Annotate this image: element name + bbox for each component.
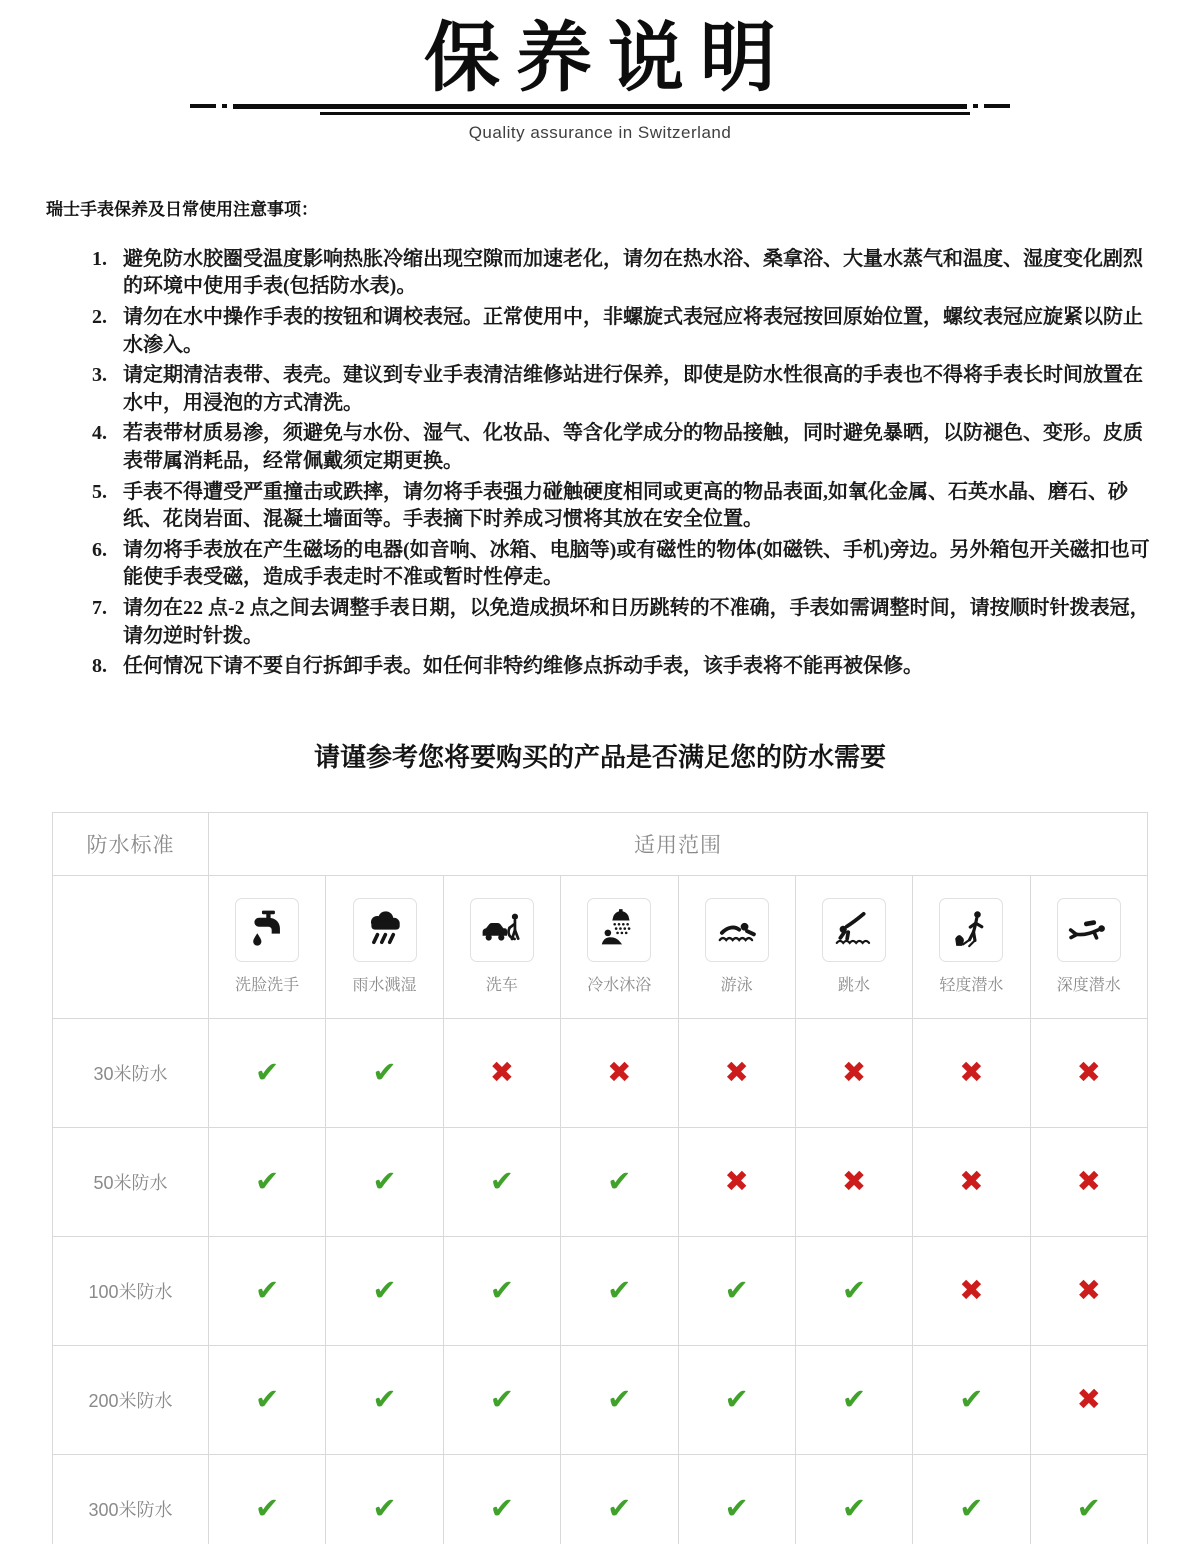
mark-cell bbox=[1030, 1236, 1147, 1345]
shower-icon bbox=[596, 907, 642, 953]
table-header-row bbox=[53, 812, 1148, 875]
notes-section bbox=[46, 195, 1154, 681]
mark-cell bbox=[209, 1454, 326, 1544]
table-intro-heading: 请谨参考您将要购买的产品是否满足您的防水需要 bbox=[313, 742, 886, 772]
mark: ✔ bbox=[489, 1382, 515, 1417]
mark-cell bbox=[209, 1236, 326, 1345]
mark-cell bbox=[795, 1454, 912, 1544]
diving-icon bbox=[822, 898, 886, 962]
mark-cell bbox=[913, 1454, 1030, 1544]
mark-cell bbox=[561, 1345, 678, 1454]
row-label: 50米防水 bbox=[53, 1127, 209, 1236]
note-item: 手表不得遭受严重撞击或跌摔，请勿将手表强力碰触硬度相同或更高的物品表面,如氧化金属、石英水晶、磨石、砂纸、花岗岩面、混凝土墙面等。手表摘下时养成习惯将其放在安全位置。 bbox=[123, 480, 1128, 531]
note-item: 若表带材质易渗，须避免与水份、湿气、化妆品、等含化学成分的物品接触，同时避免暴晒，以防褪色、变形。皮质表带属消耗品，经常佩戴须定期更换。 bbox=[123, 422, 1143, 472]
column-header-standard: 防水标准 bbox=[53, 812, 209, 875]
mark-cell bbox=[678, 1236, 795, 1345]
title-divider bbox=[190, 104, 1010, 115]
mark: ✔ bbox=[372, 1164, 397, 1199]
mark-cell bbox=[678, 1345, 795, 1454]
mark: ✔ bbox=[607, 1491, 632, 1526]
usage-label: 洗车 bbox=[485, 977, 518, 995]
mark: ✔ bbox=[841, 1491, 867, 1526]
mark: ✔ bbox=[489, 1164, 515, 1199]
table-row-50m bbox=[53, 1127, 1148, 1236]
rain-cloud-icon bbox=[353, 898, 417, 962]
mark: ✖ bbox=[841, 1164, 867, 1199]
usage-column-carwash bbox=[443, 875, 560, 1018]
mark-cell bbox=[795, 1345, 912, 1454]
faucet-icon bbox=[235, 898, 299, 962]
notes-heading: 瑞士手表保养及日常使用注意事项： bbox=[46, 199, 318, 219]
usage-column-shower bbox=[561, 875, 678, 1018]
table-row-200m bbox=[53, 1345, 1148, 1454]
divider-dash bbox=[984, 104, 1010, 108]
mark: ✔ bbox=[372, 1491, 397, 1526]
page-title: 保养说明 bbox=[424, 17, 792, 101]
mark: ✖ bbox=[1076, 1382, 1101, 1417]
table-row-100m bbox=[53, 1236, 1148, 1345]
usage-label: 雨水溅湿 bbox=[352, 977, 417, 995]
mark: ✔ bbox=[372, 1273, 397, 1308]
snorkel-diver-icon bbox=[939, 898, 1003, 962]
usage-label: 跳水 bbox=[838, 977, 871, 995]
diving-icon bbox=[831, 907, 877, 953]
rain-cloud-icon bbox=[362, 907, 408, 953]
divider-dot bbox=[222, 104, 227, 108]
car-wash-icon bbox=[470, 898, 534, 962]
usage-label: 冷水沐浴 bbox=[587, 977, 652, 995]
mark: ✔ bbox=[489, 1491, 515, 1526]
mark-cell bbox=[443, 1018, 560, 1127]
mark: ✔ bbox=[255, 1491, 280, 1526]
empty-cell bbox=[53, 875, 209, 1018]
mark-cell bbox=[326, 1345, 443, 1454]
mark-cell bbox=[443, 1236, 560, 1345]
divider-line bbox=[190, 104, 1010, 109]
mark-cell bbox=[443, 1345, 560, 1454]
row-label: 100米防水 bbox=[53, 1236, 209, 1345]
shower-icon bbox=[587, 898, 651, 962]
usage-label: 洗脸洗手 bbox=[235, 977, 300, 995]
water-resistance-table bbox=[52, 812, 1148, 1544]
snorkel-diver-icon bbox=[948, 907, 994, 953]
mark-cell bbox=[678, 1127, 795, 1236]
row-label: 30米防水 bbox=[53, 1018, 209, 1127]
mark-cell bbox=[1030, 1345, 1147, 1454]
mark: ✔ bbox=[724, 1491, 749, 1526]
mark-cell bbox=[913, 1345, 1030, 1454]
mark: ✖ bbox=[959, 1055, 984, 1090]
mark: ✔ bbox=[1076, 1491, 1101, 1526]
mark: ✔ bbox=[959, 1382, 984, 1417]
usage-column-light-diving bbox=[913, 875, 1030, 1018]
usage-icon-row bbox=[53, 875, 1148, 1018]
mark: ✔ bbox=[372, 1382, 397, 1417]
mark: ✔ bbox=[607, 1382, 632, 1417]
mark: ✔ bbox=[607, 1273, 632, 1308]
mark: ✖ bbox=[959, 1164, 984, 1199]
swimmer-icon bbox=[714, 907, 760, 953]
usage-label: 深度潜水 bbox=[1056, 977, 1121, 995]
mark-cell bbox=[326, 1236, 443, 1345]
scuba-diver-icon bbox=[1057, 898, 1121, 962]
divider-bar bbox=[233, 104, 967, 109]
mark-cell bbox=[1030, 1127, 1147, 1236]
mark: ✔ bbox=[255, 1055, 280, 1090]
usage-column-swim bbox=[678, 875, 795, 1018]
column-header-scope: 适用范围 bbox=[209, 812, 1148, 875]
mark: ✔ bbox=[841, 1382, 867, 1417]
faucet-icon bbox=[244, 907, 290, 953]
note-item: 请定期清洁表带、表壳。建议到专业手表清洁维修站进行保养，即使是防水性很高的手表也不得将手表长时间放置在水中，用浸泡的方式清洗。 bbox=[123, 364, 1143, 414]
mark-cell bbox=[443, 1454, 560, 1544]
mark-cell bbox=[795, 1127, 912, 1236]
divider-dot bbox=[973, 104, 978, 108]
mark-cell bbox=[795, 1018, 912, 1127]
mark: ✔ bbox=[959, 1491, 984, 1526]
note-item: 请勿在水中操作手表的按钮和调校表冠。正常使用中，非螺旋式表冠应将表冠按回原始位置，螺纹表冠应旋紧以防止水渗入。 bbox=[123, 305, 1143, 356]
mark: ✔ bbox=[372, 1055, 397, 1090]
mark-cell bbox=[1030, 1018, 1147, 1127]
usage-column-deep-diving bbox=[1030, 875, 1147, 1018]
mark-cell bbox=[209, 1345, 326, 1454]
subtitle: Quality assurance in Switzerland bbox=[468, 122, 732, 142]
mark: ✖ bbox=[1076, 1273, 1101, 1308]
mark-cell bbox=[326, 1127, 443, 1236]
mark: ✖ bbox=[841, 1055, 867, 1090]
mark-cell bbox=[209, 1127, 326, 1236]
usage-column-dive bbox=[795, 875, 912, 1018]
mark: ✖ bbox=[489, 1055, 515, 1090]
mark-cell bbox=[913, 1127, 1030, 1236]
mark: ✔ bbox=[724, 1273, 749, 1308]
mark-cell bbox=[678, 1018, 795, 1127]
mark: ✔ bbox=[255, 1382, 280, 1417]
mark: ✔ bbox=[841, 1273, 867, 1308]
table-row-300m bbox=[53, 1454, 1148, 1544]
mark-cell bbox=[561, 1127, 678, 1236]
mark: ✖ bbox=[959, 1273, 984, 1308]
note-item: 任何情况下请不要自行拆卸手表。如任何非特约维修点拆动手表，该手表将不能再被保修。 bbox=[123, 655, 923, 678]
note-item: 请勿在22 点-2 点之间去调整手表日期，以免造成损坏和日历跳转的不准确，手表如需调整时间，请按顺时针拨表冠，请勿逆时针拨。 bbox=[123, 596, 1150, 647]
mark-cell bbox=[561, 1454, 678, 1544]
mark-cell bbox=[1030, 1454, 1147, 1544]
usage-label: 轻度潜水 bbox=[939, 977, 1004, 995]
scuba-diver-icon bbox=[1066, 907, 1112, 953]
mark: ✖ bbox=[1076, 1055, 1101, 1090]
table-row-30m bbox=[53, 1018, 1148, 1127]
mark: ✔ bbox=[489, 1273, 515, 1308]
mark-cell bbox=[443, 1127, 560, 1236]
mark-cell bbox=[326, 1454, 443, 1544]
mark-cell bbox=[209, 1018, 326, 1127]
mark: ✔ bbox=[255, 1164, 280, 1199]
mark-cell bbox=[795, 1236, 912, 1345]
swimmer-icon bbox=[705, 898, 769, 962]
usage-column-wash bbox=[209, 875, 326, 1018]
mark-cell bbox=[678, 1454, 795, 1544]
row-label: 200米防水 bbox=[53, 1345, 209, 1454]
car-wash-icon bbox=[479, 907, 525, 953]
mark-cell bbox=[561, 1018, 678, 1127]
notes-list bbox=[46, 246, 1154, 681]
mark: ✔ bbox=[255, 1273, 280, 1308]
divider-subline bbox=[320, 112, 970, 115]
mark-cell bbox=[561, 1236, 678, 1345]
mark: ✔ bbox=[724, 1382, 749, 1417]
note-item: 避免防水胶圈受温度影响热胀冷缩出现空隙而加速老化，请勿在热水浴、桑拿浴、大量水蒸气和温度、湿度变化剧烈的环境中使用手表(包括防水表)。 bbox=[123, 247, 1143, 298]
mark-cell bbox=[326, 1018, 443, 1127]
usage-column-rain bbox=[326, 875, 443, 1018]
note-item: 请勿将手表放在产生磁场的电器(如音响、冰箱、电脑等)或有磁性的物体(如磁铁、手机)旁边。另外箱包开关磁扣也可能使手表受磁，造成手表走时不准或暂时性停走。 bbox=[123, 538, 1150, 589]
mark: ✖ bbox=[607, 1055, 632, 1090]
mark: ✖ bbox=[1076, 1164, 1101, 1199]
mark: ✖ bbox=[724, 1164, 749, 1199]
divider-dash bbox=[190, 104, 216, 108]
mark: ✔ bbox=[607, 1164, 632, 1199]
usage-label: 游泳 bbox=[720, 977, 753, 995]
mark: ✖ bbox=[724, 1055, 749, 1090]
mark-cell bbox=[913, 1018, 1030, 1127]
row-label: 300米防水 bbox=[53, 1454, 209, 1544]
mark-cell bbox=[913, 1236, 1030, 1345]
